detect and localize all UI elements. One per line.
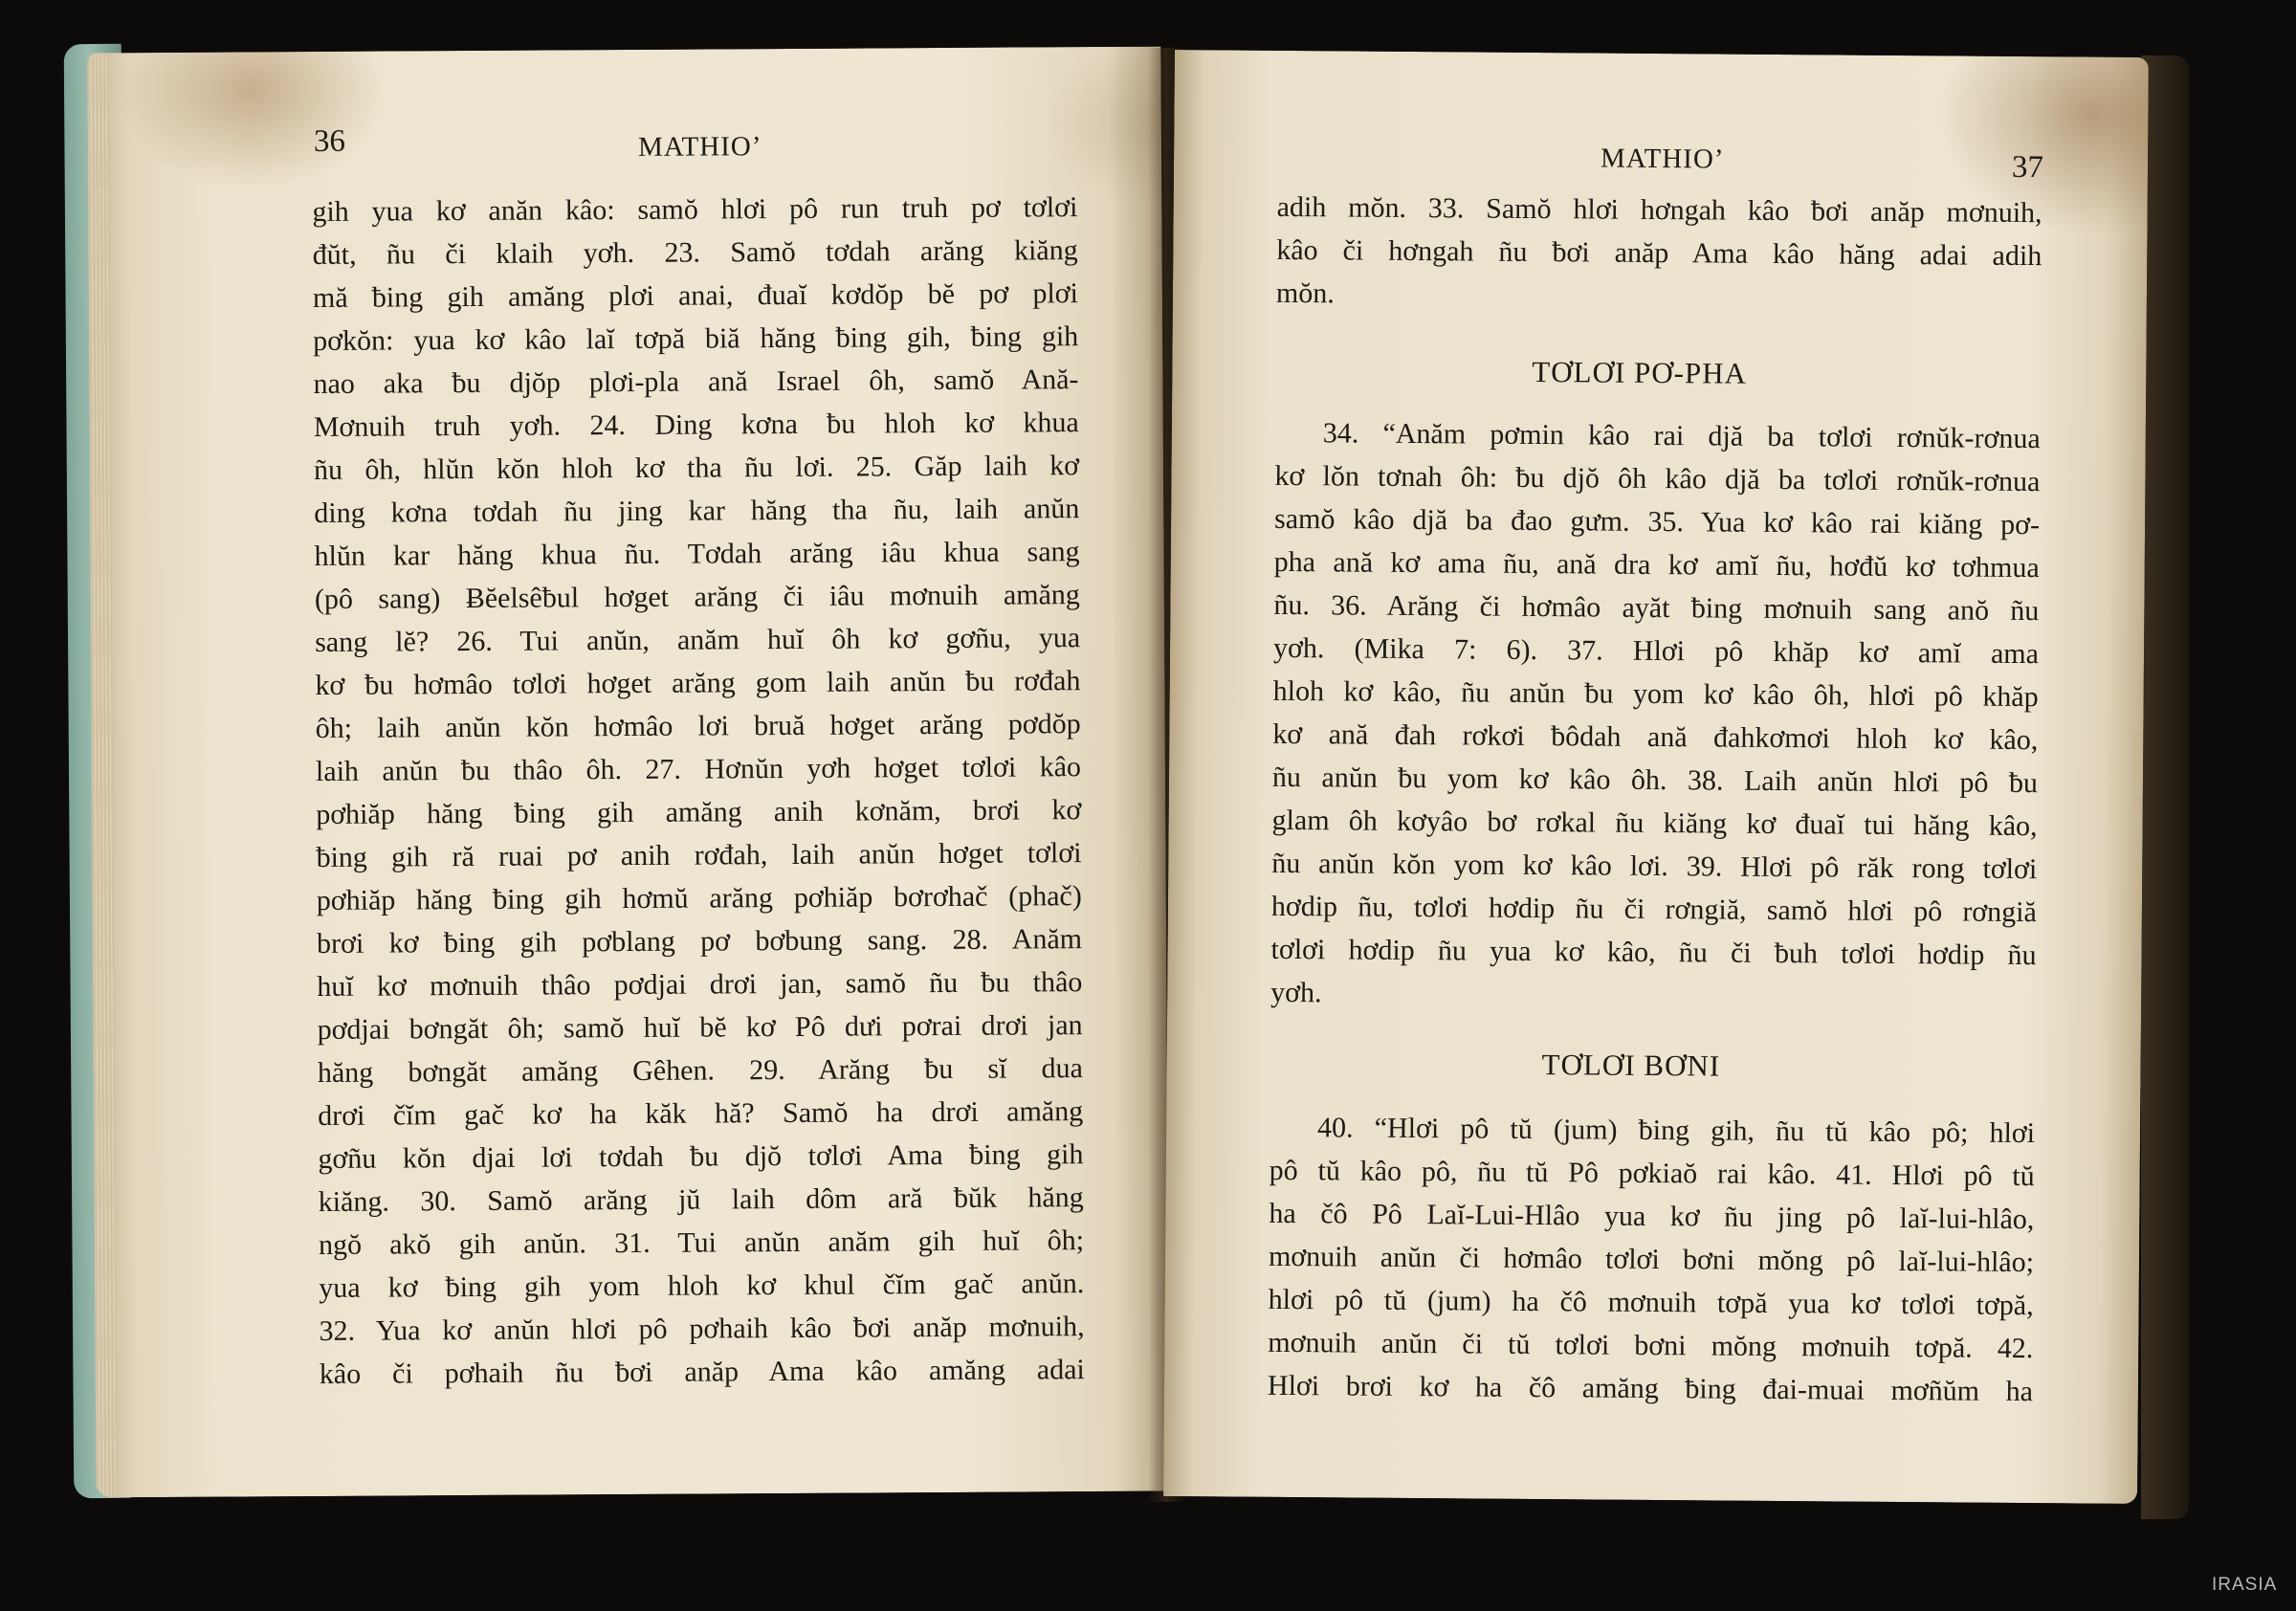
left-line: nao aka ƀu djŏp plơi-pla ană Israel ôh, samŏ Ană- xyxy=(313,364,1079,401)
right-line: Hlơi brơi kơ ha čô amăng ƀing đai-muai mơñŭm ha xyxy=(1267,1369,2034,1408)
left-line: mă ƀing gih amăng plơi anai, đuaĭ kơdŏp bĕ pơ plơi xyxy=(312,277,1079,315)
right-line: 40. “Hlơi pô tŭ (jum) ƀing gih, ñu tŭ kâo pô; hlơi xyxy=(1316,1112,2036,1150)
left-line: drơi čĭm gač kơ ha kăk hă? Samŏ ha drơi amăng xyxy=(318,1095,1084,1132)
right-line: yơh. xyxy=(1270,976,1322,1009)
right-line: tơlơi hơdip ñu yua kơ kâo, ñu či ƀuh tơlơi hơdip ñu xyxy=(1270,933,2037,972)
left-line: 32. Yua kơ anŭn hlơi pô pơhaih kâo ƀơi anăp mơnuih, xyxy=(319,1311,1085,1347)
right-page-number: 37 xyxy=(2011,149,2044,186)
left-body-text xyxy=(312,187,1085,1390)
left-line: Mơnuih truh yơh. 24. Ding kơna ƀu hloh kơ khua xyxy=(313,407,1079,444)
left-line: kâo či pơhaih ñu ƀơi anăp Ama kâo amăng adai xyxy=(319,1354,1085,1390)
left-line: (pô sang) Ƀĕelsêƀul hơget arăng či iâu mơnuih amăng xyxy=(314,579,1080,616)
section-2-body xyxy=(1267,1107,2036,1408)
left-line: pơhiăp hăng ƀing gih amăng anih kơnăm, brơi kơ xyxy=(316,794,1082,830)
left-line: brơi kơ ƀing gih pơblang pơ bơbung sang. 28. Anăm xyxy=(316,923,1083,960)
right-line: kâo či hơngah ñu ƀơi anăp Ama kâo hăng adai adih xyxy=(1276,233,2042,273)
right-page xyxy=(1163,50,2149,1504)
left-line: sang lĕ? 26. Tui anŭn, anăm huĭ ôh kơ gơñu, yua xyxy=(315,622,1081,658)
left-line: ngŏ akŏ gih anŭn. 31. Tui anŭn anăm gih huĭ ôh; xyxy=(318,1225,1085,1261)
right-line: pha ană kơ ama ñu, ană dra kơ amĭ ñu, hơđŭ kơ tơhmua xyxy=(1273,545,2040,585)
left-line: gih yua kơ anăn kâo: samŏ hlơi pô run truh pơ tơlơi xyxy=(312,191,1078,229)
right-line: adih mŏn. 33. Samŏ hlơi hơngah kâo ƀơi anăp mơnuih, xyxy=(1276,190,2042,230)
left-line: pơkŏn: yua kơ kâo laĭ tơpă biă hăng ƀing gih, ƀing gih xyxy=(313,320,1079,358)
right-line: hơdip ñu, tơlơi hơdip ñu či rơngiă, samŏ hlơi pô rơngiă xyxy=(1270,890,2038,929)
book-cover-right-edge xyxy=(2141,55,2189,1519)
right-line: ha čô Pô Laĭ-Lui-Hlâo yua kơ ñu jing pô laĭ-lui-hlâo, xyxy=(1269,1197,2035,1236)
left-line: huĭ kơ mơnuih thâo pơdjai drơi jan, samŏ ñu ƀu thâo xyxy=(317,966,1083,1003)
left-line: yua kơ ƀing gih yom hloh kơ khul čĭm gač anŭn. xyxy=(319,1268,1085,1304)
watermark-label: IRASIA xyxy=(2212,1575,2278,1595)
left-line: ôh; laih anŭn kŏn hơmâo lơi bruă hơget arăng pơdŏp xyxy=(315,708,1081,744)
left-line: pơdjai bơngăt ôh; samŏ huĭ bĕ kơ Pô dưi pơrai drơi jan xyxy=(317,1009,1083,1046)
right-line: hlơi pô tŭ (jum) ha čô mơnuih tơpă yua kơ tơlơi tơpă, xyxy=(1268,1283,2034,1322)
left-line: hlŭn kar hăng khua ñu. Tơdah arăng iâu khua sang xyxy=(314,536,1080,573)
left-line: kiăng. 30. Samŏ arăng jŭ laih dôm ară ƀŭk hăng xyxy=(318,1181,1084,1218)
right-line: ñu anŭn ƀu yom kơ kâo ôh. 38. Laih anŭn hlơi pô ƀu xyxy=(1271,761,2039,800)
right-line: hloh kơ kâo, ñu anŭn ƀu yom kơ kâo ôh, hlơi pô khăp xyxy=(1272,674,2039,714)
right-line: yơh. (Mika 7: 6). 37. Hlơi pô khăp kơ amĭ ama xyxy=(1272,631,2040,671)
right-running-head: MATHIO’ xyxy=(1600,143,1725,175)
right-line: ñu. 36. Arăng či hơmâo ayăt ƀing mơnuih sang anŏ ñu xyxy=(1273,588,2040,628)
section-1-body xyxy=(1270,412,2041,1009)
left-line: laih anŭn ƀu thâo ôh. 27. Hơnŭn yơh hơget tơlơi kâo xyxy=(315,751,1082,787)
right-line: mơnuih anŭn či tŭ tơlơi bơni mŏng mơnuih tơpă. 42. xyxy=(1268,1326,2034,1365)
right-line: glam ôh kơyâo bơ rơkal ñu kiăng kơ đuaĭ tui hăng kâo, xyxy=(1271,804,2038,843)
right-line: 34. “Anăm pơmin kâo rai djă ba tơlơi rơnŭk-rơnua xyxy=(1322,417,2041,455)
left-line: ding kơna tơdah ñu jing kar hăng tha ñu, laih anŭn xyxy=(314,493,1080,530)
right-line: mŏn. xyxy=(1275,276,1335,310)
left-page-number: 36 xyxy=(313,123,346,159)
left-running-head: MATHIO’ xyxy=(637,131,762,163)
right-line: kơ ană đah rơkơi ƀôdah ană đahkơmơi hloh kơ kâo, xyxy=(1272,717,2039,757)
right-line: samŏ kâo djă ba đao gưm. 35. Yua kơ kâo rai kiăng pơ- xyxy=(1273,502,2041,541)
section-title-tolai-boni: TƠLƠI BƠNI xyxy=(1541,1048,1721,1083)
section-title-tolai-po-pha: TƠLƠI PƠ-PHA xyxy=(1532,354,1748,390)
left-line: gơñu kŏn djai lơi tơdah ƀu djŏ tơlơi Ama ƀing gih xyxy=(318,1138,1084,1175)
left-line: kơ ƀu hơmâo tơlơi hơget arăng gom laih anŭn ƀu rơđah xyxy=(315,665,1081,701)
right-line: kơ lŏn tơnah ôh: ƀu djŏ ôh kâo djă ba tơlơi rơnŭk-rơnua xyxy=(1274,459,2041,498)
left-line: đŭt, ñu či klaih yơh. 23. Samŏ tơdah arăng kiăng xyxy=(312,234,1078,272)
left-line: pơhiăp hăng ƀing gih hơmŭ arăng pơhiăp bơrơhač (phač) xyxy=(316,880,1082,916)
right-line: mơnuih anŭn či hơmâo tơlơi bơni mŏng pô laĭ-lui-hlâo; xyxy=(1268,1240,2035,1279)
right-line: ñu anŭn kŏn yom kơ kâo lơi. 39. Hlơi pô răk rong tơlơi xyxy=(1271,847,2038,886)
left-page xyxy=(87,47,1169,1498)
left-line: ƀing gih ră ruai pơ anih rơđah, laih anŭn hơget tơlơi xyxy=(316,837,1082,873)
right-opening-text xyxy=(1275,187,2042,310)
left-line: hăng bơngăt amăng Gêhen. 29. Arăng ƀu sĭ dua xyxy=(317,1052,1084,1089)
right-line: pô tŭ kâo pô, ñu tŭ Pô pơkiaŏ rai kâo. 41. Hlơi pô tŭ xyxy=(1269,1154,2035,1193)
left-line: ñu ôh, hlŭn kŏn hloh kơ tha ñu lơi. 25. Găp laih kơ xyxy=(313,450,1080,487)
